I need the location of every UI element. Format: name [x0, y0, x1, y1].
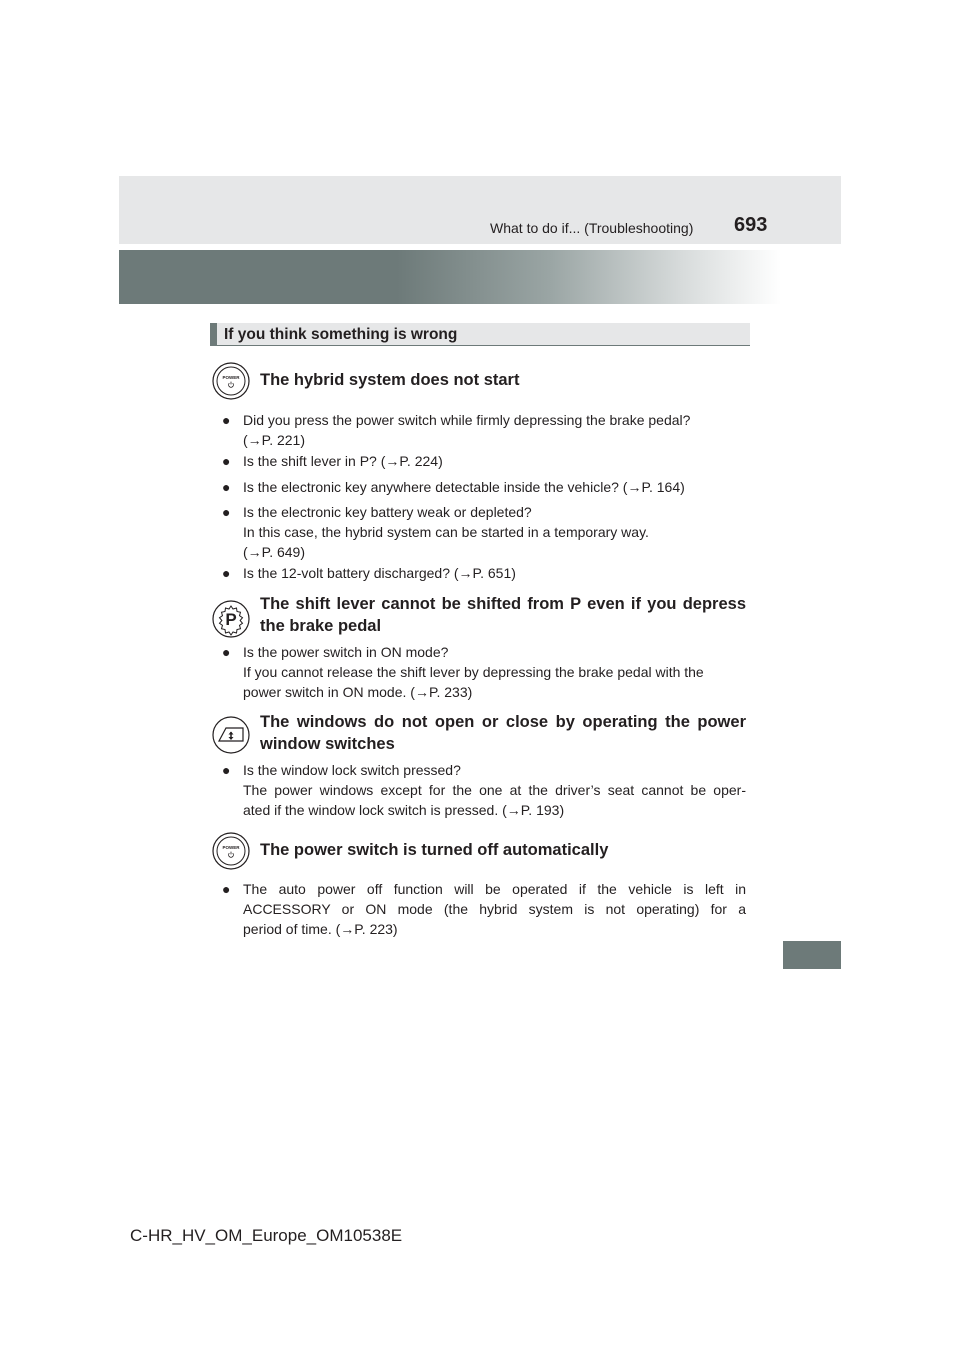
item-line: Did you press the power switch while firmly depressing the brake pedal? — [243, 412, 691, 428]
item-line: Is the shift lever in P? (→P. 224) — [243, 453, 443, 469]
item-line: Is the window lock switch pressed? — [243, 762, 461, 778]
chapter-side-tab — [783, 941, 841, 969]
list-item — [243, 563, 746, 583]
subsection-title: The power switch is turned off automatically — [260, 841, 609, 859]
shift-lock-gear-icon — [212, 600, 250, 638]
bullet: ● — [222, 504, 231, 520]
item-line: power switch in ON mode. (→P. 233) — [243, 684, 473, 700]
title-line: the brake pedal — [260, 617, 382, 635]
chapter-banner — [119, 250, 781, 304]
gear-icon-label: P — [225, 610, 237, 629]
power-button-icon — [212, 362, 250, 400]
power-icon-label: POWER — [222, 375, 240, 380]
list-item — [243, 410, 746, 450]
item-line: The auto power off function will be operated if the vehicle is left in — [243, 881, 746, 897]
item-line: Is the power switch in ON mode? — [243, 644, 449, 660]
list-item — [243, 760, 746, 820]
bullet: ● — [222, 412, 231, 428]
power-icon-label: POWER — [222, 845, 240, 850]
list-item — [243, 477, 746, 497]
bullet: ● — [222, 479, 231, 495]
item-line: The power windows except for the one at the driver’s seat cannot be oper- — [243, 782, 746, 798]
main-heading-text: If you think something is wrong — [224, 326, 458, 343]
main-heading — [210, 323, 750, 346]
item-line: (→P. 649) — [243, 544, 305, 560]
item-line: Is the 12-volt battery discharged? (→P. 651) — [243, 565, 516, 581]
title-line: The windows do not open or close by operating the power — [260, 713, 746, 731]
list-item — [243, 502, 746, 562]
list-item — [243, 642, 746, 702]
page-number: 693 — [734, 214, 768, 236]
item-line: ACCESSORY or ON mode (the hybrid system is not operating) for a — [243, 901, 746, 917]
bullet: ● — [222, 881, 231, 897]
footer-document-code: C-HR_HV_OM_Europe_OM10538E — [130, 1226, 403, 1245]
list-item — [243, 879, 746, 939]
bullet: ● — [222, 762, 231, 778]
header-band — [119, 176, 841, 244]
title-line: The shift lever cannot be shifted from P even if you depress — [260, 595, 746, 613]
power-window-icon — [212, 716, 250, 754]
heading-accent — [210, 323, 217, 345]
item-line: period of time. (→P. 223) — [243, 921, 398, 937]
subsection-title — [260, 593, 746, 637]
item-line: Is the electronic key anywhere detectable inside the vehicle? (→P. 164) — [243, 479, 685, 495]
subsection-title — [260, 711, 746, 755]
item-line: Is the electronic key battery weak or depleted? — [243, 504, 532, 520]
item-line: ated if the window lock switch is pressed. (→P. 193) — [243, 802, 565, 818]
bullet: ● — [222, 565, 231, 581]
item-line: In this case, the hybrid system can be started in a temporary way. — [243, 524, 649, 540]
subsection-title: The hybrid system does not start — [260, 371, 520, 389]
item-line: If you cannot release the shift lever by depressing the brake pedal with the — [243, 664, 704, 680]
power-button-icon — [212, 832, 250, 870]
title-line: window switches — [260, 735, 395, 753]
bullet: ● — [222, 644, 231, 660]
item-line: (→P. 221) — [243, 432, 305, 448]
list-item — [243, 451, 746, 471]
section-title: What to do if... (Troubleshooting) — [490, 220, 694, 236]
bullet: ● — [222, 453, 231, 469]
